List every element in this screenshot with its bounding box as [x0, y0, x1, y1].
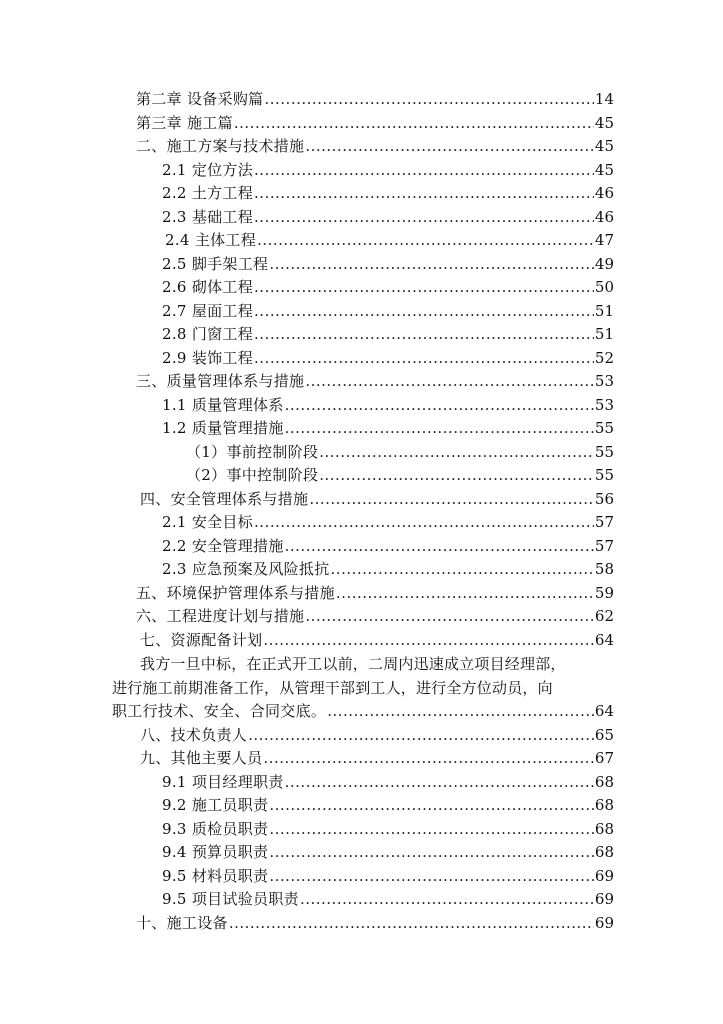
toc-entry-label: 三、质量管理体系与措施 — [136, 372, 305, 390]
toc-entry[interactable] — [162, 300, 614, 322]
toc-entry-page: 50 — [594, 278, 614, 296]
toc-entry-label: 2.3 应急预案及风险抵抗 — [162, 560, 330, 578]
toc-entry-label: 2.7 屋面工程 — [162, 302, 254, 320]
toc-entry-page: 68 — [594, 796, 614, 814]
toc-entry[interactable] — [162, 323, 614, 345]
toc-entry-page: 64 — [594, 631, 614, 649]
toc-entry[interactable] — [140, 747, 614, 769]
toc-entry-page: 53 — [594, 396, 614, 414]
toc-entry-label: 九、其他主要人员 — [140, 749, 263, 767]
toc-entry-page: 57 — [594, 513, 614, 531]
toc-entry-label: 第三章 施工篇 — [136, 114, 233, 132]
dot-leader — [327, 700, 594, 722]
dot-leader — [248, 724, 594, 746]
toc-entry-page: 57 — [594, 537, 614, 555]
dot-leader — [309, 488, 594, 510]
toc-entry-label: 2.1 安全目标 — [162, 513, 254, 531]
toc-entry-page: 64 — [594, 702, 614, 720]
toc-entry[interactable] — [186, 464, 614, 486]
toc-entry[interactable] — [162, 276, 614, 298]
dot-leader — [264, 88, 593, 110]
toc-entry-page: 67 — [594, 749, 614, 767]
toc-entry-page: 69 — [594, 867, 614, 885]
toc-entry-page: 55 — [594, 419, 614, 437]
toc-entry-page: 68 — [594, 773, 614, 791]
dot-leader — [319, 441, 594, 463]
dot-leader — [254, 300, 594, 322]
toc-entry-label: 2.5 脚手架工程 — [162, 255, 269, 273]
dot-leader — [229, 912, 594, 934]
toc-entry-label: 2.1 定位方法 — [162, 161, 254, 179]
toc-entry-page: 59 — [594, 584, 614, 602]
toc-entry[interactable] — [165, 229, 614, 251]
toc-entry-page: 69 — [594, 914, 614, 932]
toc-entry-label: 2.2 土方工程 — [162, 184, 254, 202]
toc-entry[interactable] — [162, 159, 614, 181]
dot-leader — [254, 159, 594, 181]
toc-entry-page: 62 — [594, 607, 614, 625]
toc-entry-label: 2.8 门窗工程 — [162, 325, 254, 343]
toc-entry-label: 1.2 质量管理措施 — [162, 419, 284, 437]
toc-entry-page: 49 — [594, 255, 614, 273]
toc-entry-page: 52 — [594, 349, 614, 367]
dot-leader — [285, 535, 594, 557]
dot-leader — [234, 112, 594, 134]
dot-leader — [254, 182, 594, 204]
toc-entry-page: 45 — [594, 161, 614, 179]
toc-entry-label: 四、安全管理体系与措施 — [140, 490, 309, 508]
toc-entry-label: 七、资源配备计划 — [140, 631, 263, 649]
toc-entry-page: 56 — [594, 490, 614, 508]
toc-entry[interactable] — [162, 865, 614, 887]
toc-entry[interactable] — [136, 135, 614, 157]
toc-entry[interactable] — [140, 488, 614, 510]
toc-entry-label: 1.1 质量管理体系 — [162, 396, 284, 414]
toc-entry[interactable] — [140, 629, 614, 651]
toc-entry[interactable] — [136, 912, 614, 934]
dot-leader — [319, 464, 594, 486]
toc-entry[interactable] — [162, 511, 614, 533]
toc-entry[interactable] — [136, 582, 614, 604]
toc-entry[interactable] — [162, 535, 614, 557]
toc-entry-page: 14 — [594, 90, 614, 108]
dot-leader — [305, 370, 594, 392]
toc-entry[interactable] — [162, 841, 614, 863]
toc-entry-label: 2.4 主体工程 — [165, 231, 257, 249]
toc-entry[interactable] — [140, 724, 614, 746]
toc-entry-label: 9.1 项目经理职责 — [162, 773, 284, 791]
dot-leader — [254, 206, 594, 228]
toc-entry-page: 68 — [594, 820, 614, 838]
dot-leader — [254, 347, 594, 369]
toc-paragraph-entry[interactable] — [112, 653, 614, 700]
dot-leader — [285, 771, 594, 793]
toc-entry-label: 2.2 安全管理措施 — [162, 537, 284, 555]
paragraph-line-2: 进行施工前期准备工作，从管理干部到工人，进行全方位动员，向 — [112, 678, 553, 697]
toc-entry-label: 2.9 装饰工程 — [162, 349, 254, 367]
dot-leader — [269, 818, 594, 840]
toc-entry[interactable] — [162, 253, 614, 275]
dot-leader — [336, 582, 594, 604]
dot-leader — [254, 276, 594, 298]
toc-entry-page: 47 — [594, 231, 614, 249]
toc-entry-page: 53 — [594, 372, 614, 390]
toc-entry[interactable] — [162, 417, 614, 439]
toc-entry[interactable] — [136, 112, 614, 134]
toc-entry-label: 9.4 预算员职责 — [162, 843, 269, 861]
toc-entry-page: 46 — [594, 184, 614, 202]
toc-entry-label: 9.5 项目试验员职责 — [162, 890, 299, 908]
toc-entry-page: 46 — [594, 208, 614, 226]
toc-entry-label: 十、施工设备 — [136, 914, 228, 932]
toc-entry-label: 六、工程进度计划与措施 — [136, 607, 305, 625]
toc-entry[interactable] — [136, 88, 614, 110]
toc-entry-page: 45 — [594, 137, 614, 155]
toc-entry-page: 58 — [594, 560, 614, 578]
dot-leader — [269, 841, 594, 863]
dot-leader — [263, 629, 594, 651]
toc-entry-page: 55 — [594, 443, 614, 461]
toc-entry-label: 2.3 基础工程 — [162, 208, 254, 226]
toc-entry-label: 9.2 施工员职责 — [162, 796, 269, 814]
toc-entry-label: 9.3 质检员职责 — [162, 820, 269, 838]
toc-entry-label: 二、施工方案与技术措施 — [136, 137, 305, 155]
toc-entry-label: 第二章 设备采购篇 — [136, 90, 264, 108]
paragraph-line-3: 职工行技术、安全、合同交底。 — [112, 702, 327, 720]
dot-leader — [269, 794, 594, 816]
toc-entry[interactable] — [136, 370, 614, 392]
toc-entry-page: 68 — [594, 843, 614, 861]
dot-leader — [269, 865, 594, 887]
toc-entry[interactable] — [186, 441, 614, 463]
toc-entry[interactable] — [162, 206, 614, 228]
toc-entry[interactable] — [162, 794, 614, 816]
dot-leader — [263, 747, 594, 769]
paragraph-line-1: 我方一旦中标，在正式开工以前，二周内迅速成立项目经理部， — [140, 655, 566, 673]
toc-entry-label: （2）事中控制阶段 — [186, 466, 319, 484]
dot-leader — [300, 888, 594, 910]
toc-entry[interactable] — [162, 182, 614, 204]
toc-entry[interactable] — [162, 888, 614, 910]
dot-leader — [285, 417, 594, 439]
toc-entry-page: 65 — [594, 726, 614, 744]
dot-leader — [331, 558, 594, 580]
toc-entry-page: 69 — [594, 890, 614, 908]
dot-leader — [257, 229, 594, 251]
toc-entry-page: 45 — [594, 114, 614, 132]
toc-entry-label: 2.6 砌体工程 — [162, 278, 254, 296]
toc-entry-label: （1）事前控制阶段 — [186, 443, 319, 461]
dot-leader — [305, 135, 594, 157]
toc-entry-page: 55 — [594, 466, 614, 484]
dot-leader — [254, 511, 594, 533]
toc-entry-page: 51 — [594, 302, 614, 320]
toc-entry[interactable] — [162, 394, 614, 416]
toc-entry[interactable] — [162, 558, 614, 580]
toc-entry-label: 9.5 材料员职责 — [162, 867, 269, 885]
toc-entry[interactable] — [162, 771, 614, 793]
toc-paragraph-last-line[interactable] — [112, 700, 614, 722]
toc-entry-label: 五、环境保护管理体系与措施 — [136, 584, 335, 602]
dot-leader — [254, 323, 594, 345]
toc-entry[interactable] — [162, 818, 614, 840]
toc-entry-label: 八、技术负责人 — [140, 726, 248, 744]
dot-leader — [285, 394, 594, 416]
toc-entry-page: 51 — [594, 325, 614, 343]
toc-entry[interactable] — [136, 605, 614, 627]
dot-leader — [305, 605, 594, 627]
toc-entry[interactable] — [162, 347, 614, 369]
dot-leader — [269, 253, 594, 275]
